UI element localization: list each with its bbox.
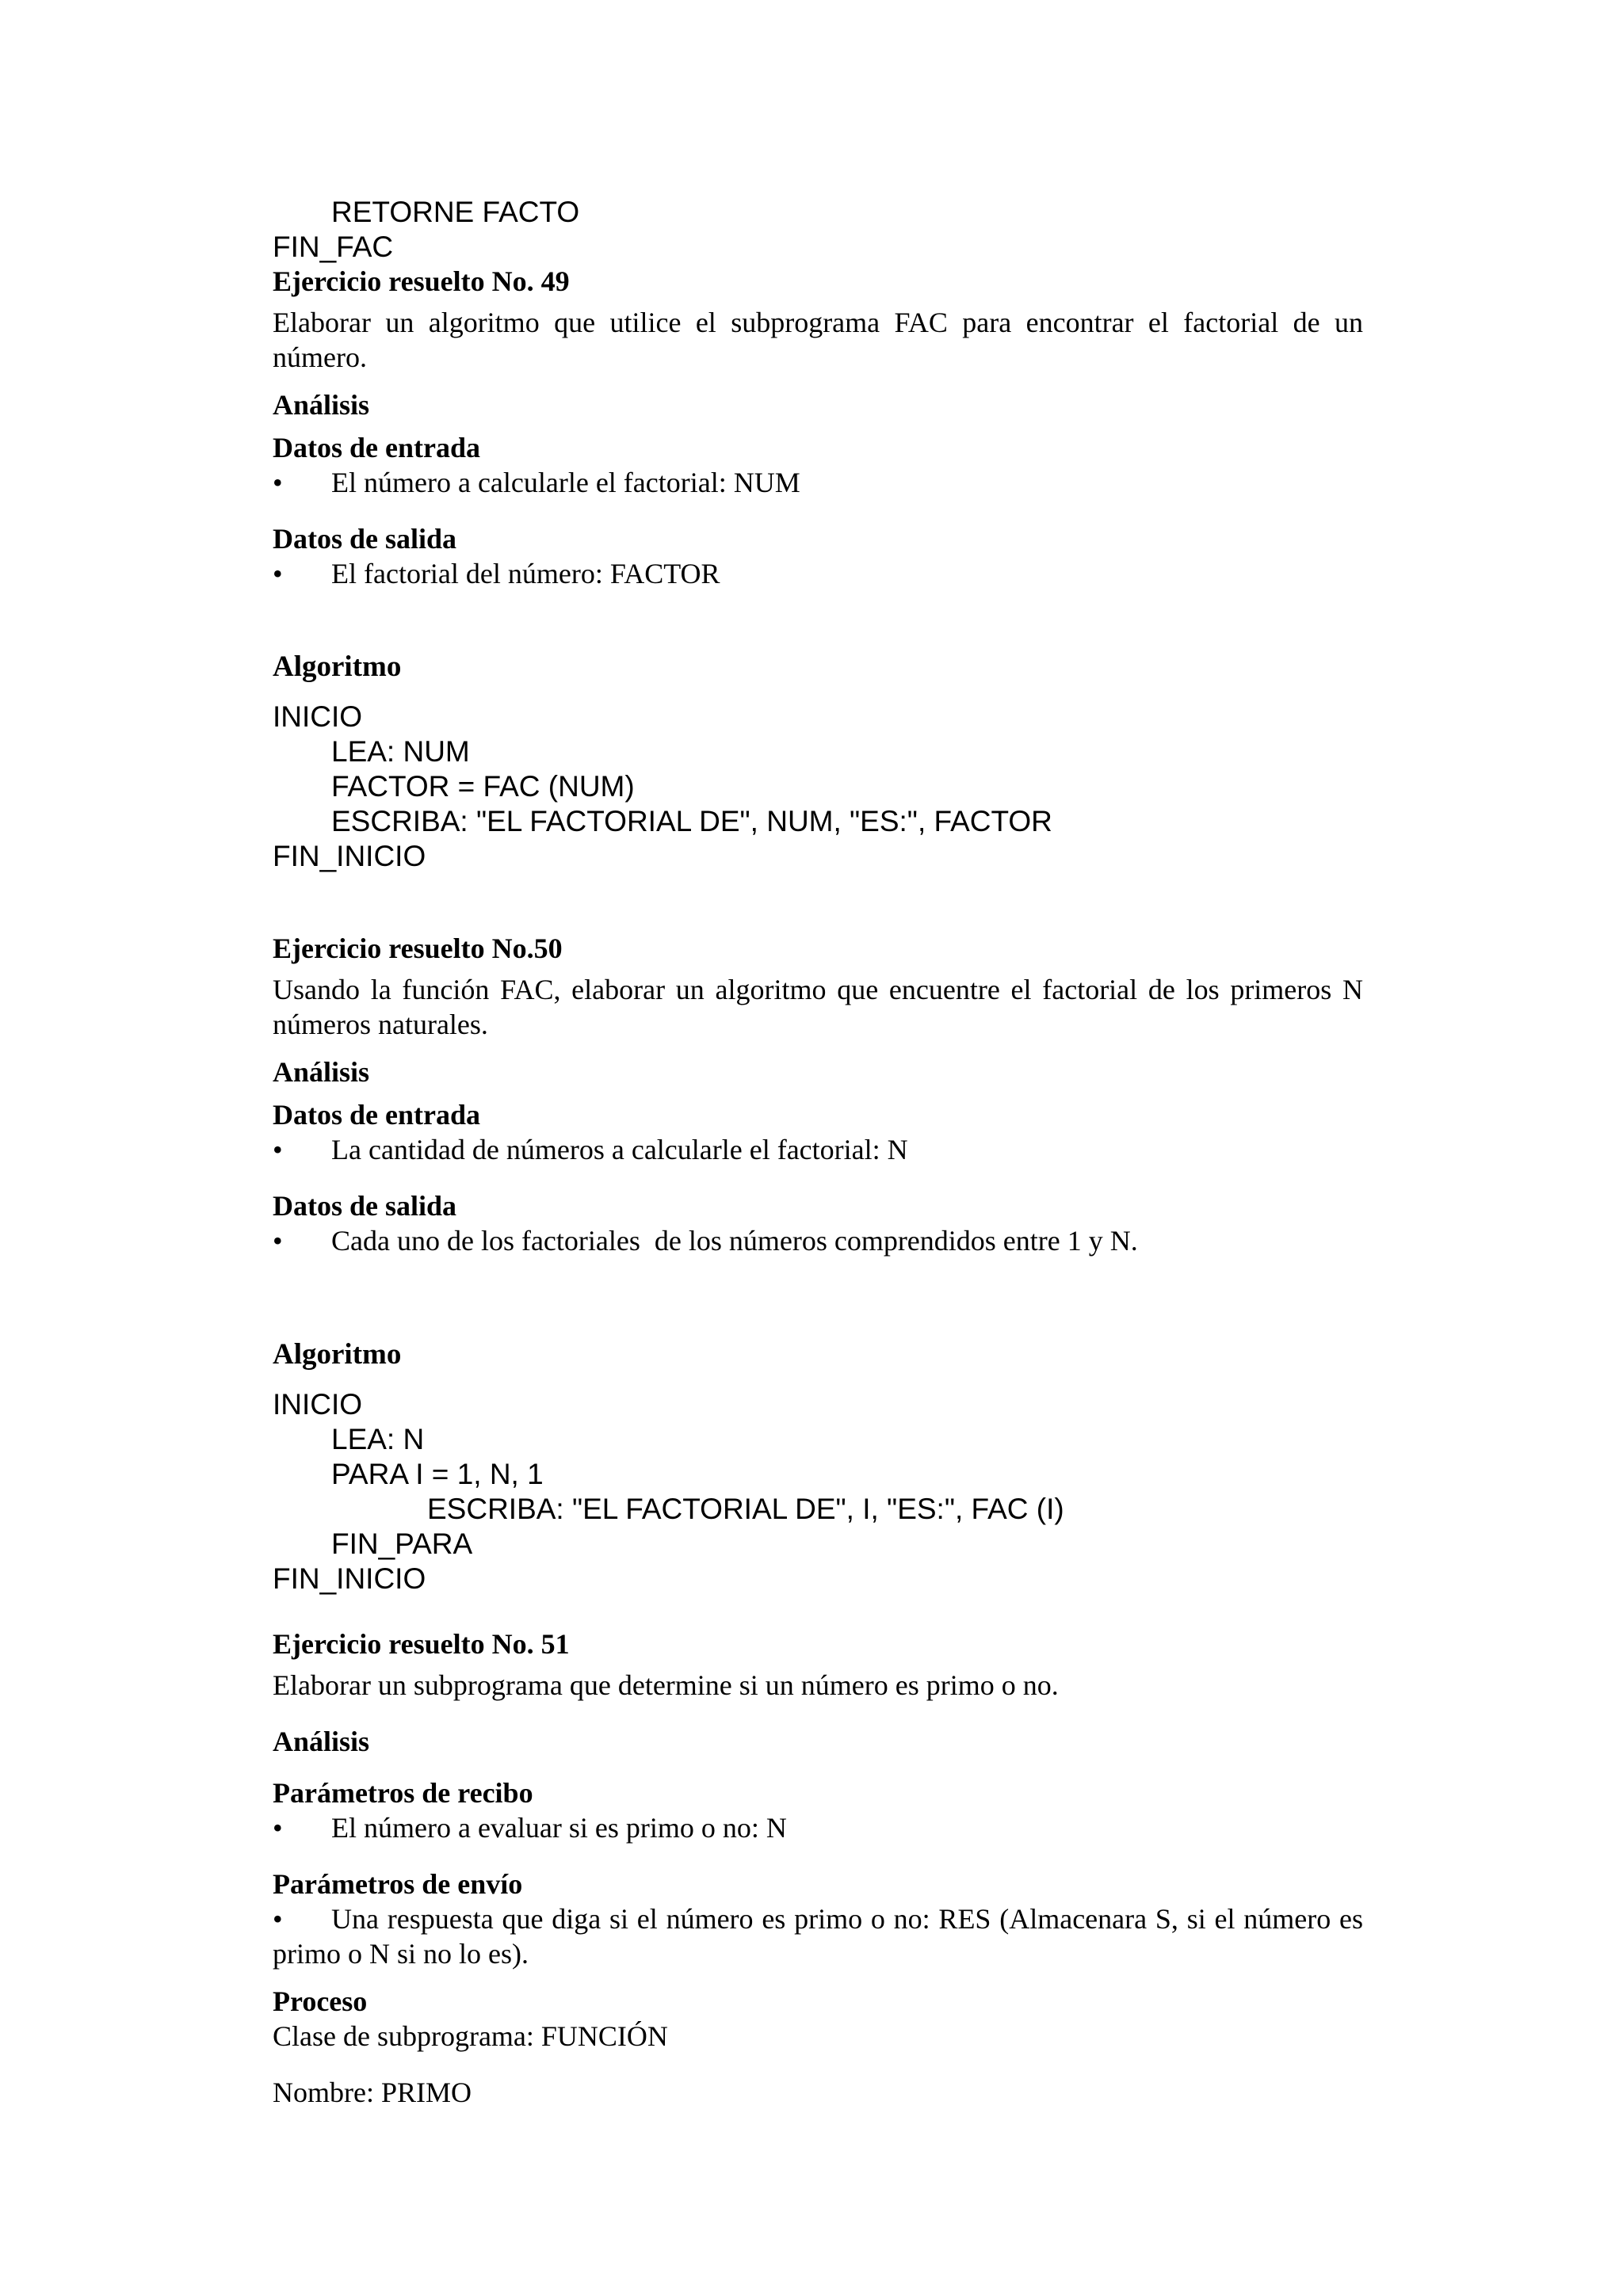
send-params-text: Una respuesta que diga si el número es primo o no: RES (Almacenara S, si el número es primo o N si no lo es). [273,1903,1363,1970]
bullet-icon: • [273,467,283,498]
exercise-51-statement: Elaborar un subprograma que determine si un número es primo o no. [273,1669,1059,1701]
bullet-icon: • [273,1134,283,1165]
exercise-50-title: Ejercicio resuelto No.50 [273,933,563,964]
subprogram-class-line: Clase de subprograma: FUNCIÓN [273,2020,668,2052]
receive-params-heading: Parámetros de recibo [273,1777,533,1809]
output-data-text: El factorial del número: FACTOR [331,558,720,589]
bullet-icon: • [273,1903,283,1935]
exercise-49-statement: Elaborar un algoritmo que utilice el subprograma FAC para encontrar el factorial de un número. [273,307,1363,373]
input-data-heading: Datos de entrada [273,1099,480,1131]
output-data-heading: Datos de salida [273,1190,457,1222]
code-line: INICIO [273,1388,363,1421]
code-line: LEA: NUM [331,735,470,768]
output-data-text: Cada uno de los factoriales de los números comprendidos entre 1 y N. [331,1225,1138,1257]
send-params-item [273,1901,1363,1971]
input-data-heading: Datos de entrada [273,432,480,463]
output-data-item [273,1225,1138,1341]
algorithm-heading: Algoritmo [273,1338,402,1371]
output-data-heading: Datos de salida [273,523,457,555]
code-line: RETORNE FACTO [331,196,580,228]
exercise-49-title: Ejercicio resuelto No. 49 [273,265,570,297]
subprogram-name-line: Nombre: PRIMO [273,2077,472,2108]
process-heading: Proceso [273,1985,368,2017]
code-line: FACTOR = FAC (NUM) [331,770,635,803]
bullet-icon: • [273,1812,283,1844]
code-line: ESCRIBA: "EL FACTORIAL DE", NUM, "ES:", FACTOR [331,805,1052,837]
exercise-51-title: Ejercicio resuelto No. 51 [273,1628,570,1660]
analysis-heading: Análisis [273,1056,370,1088]
receive-params-text: El número a evaluar si es primo o no: N [331,1812,787,1844]
input-data-text: La cantidad de números a calcularle el factorial: N [331,1134,908,1165]
bullet-icon: • [273,558,283,589]
code-line: INICIO [273,700,363,733]
algorithm-heading: Algoritmo [273,650,402,683]
analysis-heading: Análisis [273,1726,370,1757]
code-line: FIN_INICIO [273,840,426,872]
code-line: FIN_INICIO [273,1562,426,1595]
exercise-50-statement: Usando la función FAC, elaborar un algoritmo que encuentre el factorial de los primeros N números naturales. [273,974,1363,1040]
send-params-heading: Parámetros de envío [273,1868,523,1900]
code-line: FIN_FAC [273,231,394,263]
code-line: ESCRIBA: "EL FACTORIAL DE", I, "ES:", FAC (I) [427,1493,1064,1525]
code-line: PARA I = 1, N, 1 [331,1458,544,1490]
bullet-icon: • [273,1225,283,1257]
code-line: FIN_PARA [331,1527,473,1560]
analysis-heading: Análisis [273,389,370,421]
input-data-text: El número a calcularle el factorial: NUM [331,467,800,498]
code-line: LEA: N [331,1423,425,1455]
